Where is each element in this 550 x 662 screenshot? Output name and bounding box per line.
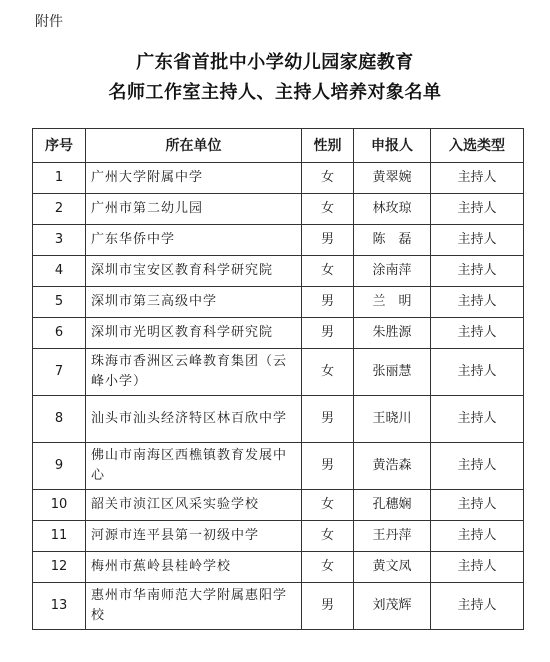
document-title-line2: 名师工作室主持人、主持人培养对象名单 [108, 82, 442, 103]
cell-applicant: 王丹萍 [354, 521, 431, 552]
table-row [33, 396, 524, 443]
cell-gender: 女 [302, 256, 354, 287]
table-row [33, 163, 524, 194]
cell-selection-type: 主持人 [431, 443, 524, 490]
cell-unit: 广州市第二幼儿园 [86, 194, 302, 225]
cell-gender: 女 [302, 349, 354, 396]
cell-gender: 男 [302, 287, 354, 318]
document-title-line1: 广东省首批中小学幼儿园家庭教育 [136, 52, 414, 73]
cell-unit: 佛山市南海区西樵镇教育发展中心 [86, 443, 302, 490]
cell-selection-type: 主持人 [431, 163, 524, 194]
cell-gender: 女 [302, 521, 354, 552]
cell-unit: 梅州市蕉岭县桂岭学校 [86, 552, 302, 583]
cell-gender: 男 [302, 225, 354, 256]
cell-applicant: 黄浩森 [354, 443, 431, 490]
table-row [33, 287, 524, 318]
cell-serial-no: 6 [33, 318, 86, 349]
cell-serial-no: 8 [33, 396, 86, 443]
cell-unit: 广州大学附属中学 [86, 163, 302, 194]
table-row [33, 256, 524, 287]
cell-selection-type: 主持人 [431, 396, 524, 443]
attachment-label: 附件 [35, 14, 63, 30]
cell-unit: 珠海市香洲区云峰教育集团（云峰小学） [86, 349, 302, 396]
cell-applicant: 黄翠婉 [354, 163, 431, 194]
cell-serial-no: 9 [33, 443, 86, 490]
cell-serial-no: 7 [33, 349, 86, 396]
cell-selection-type: 主持人 [431, 521, 524, 552]
cell-gender: 女 [302, 194, 354, 225]
cell-applicant: 张丽慧 [354, 349, 431, 396]
cell-selection-type: 主持人 [431, 552, 524, 583]
cell-selection-type: 主持人 [431, 490, 524, 521]
cell-serial-no: 3 [33, 225, 86, 256]
cell-serial-no: 1 [33, 163, 86, 194]
cell-gender: 女 [302, 490, 354, 521]
table-header-row [33, 129, 524, 163]
cell-selection-type: 主持人 [431, 318, 524, 349]
roster-table [32, 128, 524, 630]
cell-unit: 广东华侨中学 [86, 225, 302, 256]
cell-applicant: 黄文凤 [354, 552, 431, 583]
cell-selection-type: 主持人 [431, 225, 524, 256]
cell-gender: 男 [302, 443, 354, 490]
cell-applicant: 涂南萍 [354, 256, 431, 287]
table-row [33, 552, 524, 583]
table-row [33, 521, 524, 552]
cell-serial-no: 11 [33, 521, 86, 552]
cell-gender: 男 [302, 583, 354, 630]
table-row [33, 583, 524, 630]
table-row [33, 318, 524, 349]
cell-unit: 汕头市汕头经济特区林百欣中学 [86, 396, 302, 443]
header-applicant: 申报人 [354, 129, 431, 163]
header-serial-no: 序号 [33, 129, 86, 163]
cell-gender: 女 [302, 163, 354, 194]
cell-selection-type: 主持人 [431, 583, 524, 630]
cell-selection-type: 主持人 [431, 349, 524, 396]
table-row [33, 194, 524, 225]
cell-applicant: 刘茂辉 [354, 583, 431, 630]
cell-unit: 深圳市光明区教育科学研究院 [86, 318, 302, 349]
header-selection-type: 入选类型 [431, 129, 524, 163]
cell-serial-no: 13 [33, 583, 86, 630]
table-row [33, 225, 524, 256]
cell-serial-no: 4 [33, 256, 86, 287]
cell-serial-no: 10 [33, 490, 86, 521]
table-row [33, 490, 524, 521]
cell-unit: 河源市连平县第一初级中学 [86, 521, 302, 552]
cell-applicant: 林玫琼 [354, 194, 431, 225]
cell-unit: 惠州市华南师范大学附属惠阳学校 [86, 583, 302, 630]
cell-applicant: 陈 磊 [354, 225, 431, 256]
cell-serial-no: 12 [33, 552, 86, 583]
cell-applicant: 孔穗娴 [354, 490, 431, 521]
cell-applicant: 朱胜源 [354, 318, 431, 349]
header-gender: 性别 [302, 129, 354, 163]
cell-selection-type: 主持人 [431, 287, 524, 318]
cell-unit: 韶关市浈江区风采实验学校 [86, 490, 302, 521]
cell-gender: 男 [302, 396, 354, 443]
cell-serial-no: 5 [33, 287, 86, 318]
cell-unit: 深圳市宝安区教育科学研究院 [86, 256, 302, 287]
cell-selection-type: 主持人 [431, 194, 524, 225]
header-unit: 所在单位 [86, 129, 302, 163]
cell-selection-type: 主持人 [431, 256, 524, 287]
table-row [33, 349, 524, 396]
cell-gender: 男 [302, 318, 354, 349]
cell-gender: 女 [302, 552, 354, 583]
cell-unit: 深圳市第三高级中学 [86, 287, 302, 318]
table-row [33, 443, 524, 490]
cell-applicant: 兰 明 [354, 287, 431, 318]
cell-applicant: 王晓川 [354, 396, 431, 443]
cell-serial-no: 2 [33, 194, 86, 225]
